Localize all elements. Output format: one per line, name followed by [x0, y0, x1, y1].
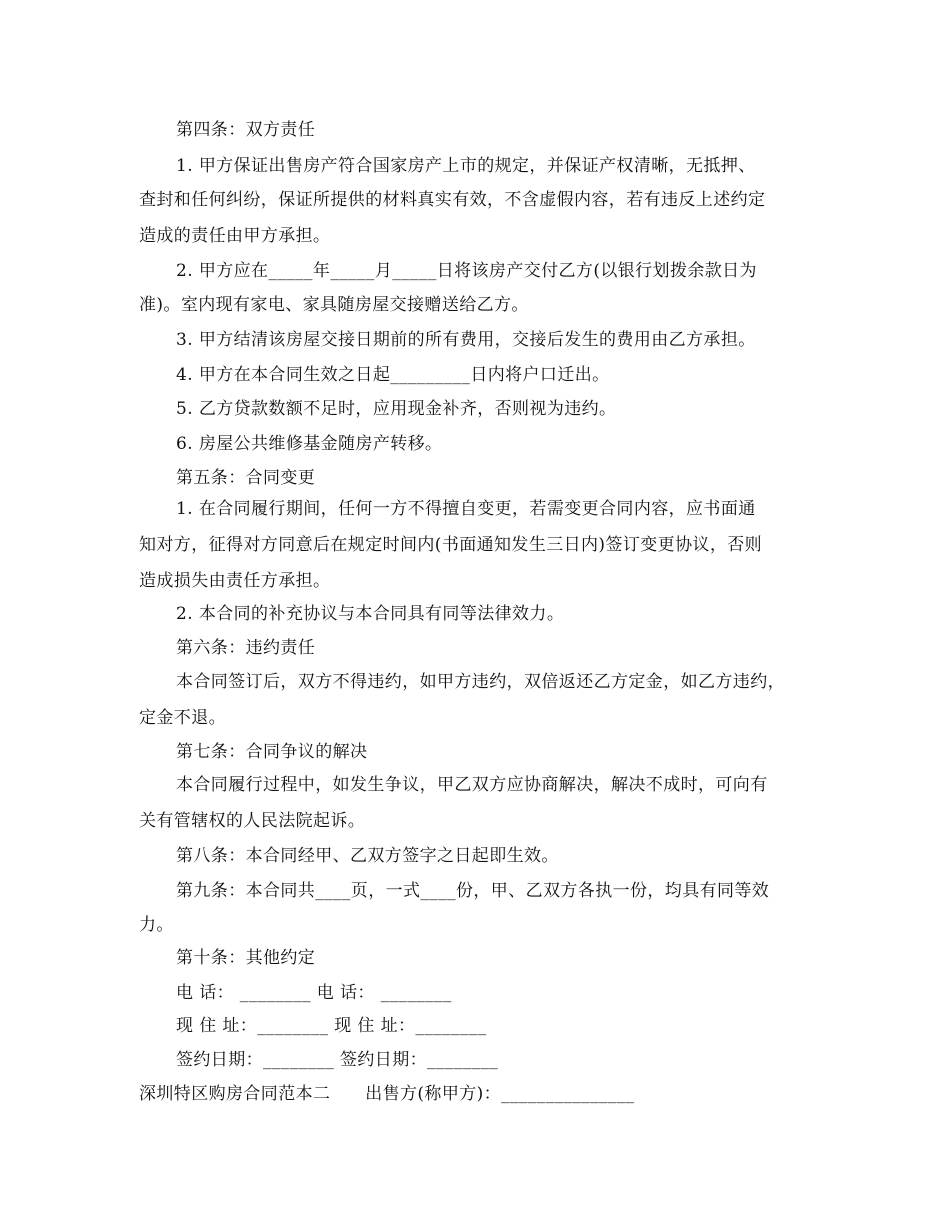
- article-4-clause-3: 3. 甲方结清该房屋交接日期前的所有费用，交接后发生的费用由乙方承担。: [176, 330, 756, 350]
- next-contract-title: 深圳特区购房合同范本二 出售方(称甲方)：_______________: [139, 1084, 635, 1104]
- article-7-body-line-2: 关有管辖权的人民法院起诉。: [139, 811, 366, 831]
- article-5-clause-1-line-3: 造成损失由责任方承担。: [139, 571, 331, 591]
- article-4-clause-1-line-2: 查封和任何纠纷，保证所提供的材料真实有效，不含虚假内容，若有违反上述约定: [139, 190, 766, 210]
- article-4-clause-1-line-3: 造成的责任由甲方承担。: [139, 226, 331, 246]
- article-6-body-line-1: 本合同签订后，双方不得违约，如甲方违约，双倍返还乙方定金，如乙方违约，: [176, 672, 785, 692]
- phone-fields: 电 话： ________ 电 话： ________: [176, 983, 452, 1003]
- address-fields: 现 住 址：________ 现 住 址：________: [176, 1016, 487, 1036]
- article-4-clause-2-line-2: 准)。室内现有家电、家具随房屋交接赠送给乙方。: [139, 295, 529, 315]
- article-4-clause-1-line-1: 1. 甲方保证出售房产符合国家房产上市的规定，并保证产权清晰，无抵押、: [176, 156, 756, 176]
- article-4-clause-6: 6. 房屋公共维修基金随房产转移。: [176, 434, 443, 454]
- signing-date-fields: 签约日期：________ 签约日期：________: [176, 1050, 499, 1070]
- article-7-heading: 第七条：合同争议的解决: [176, 742, 368, 762]
- article-5-clause-1-line-1: 1. 在合同履行期间，任何一方不得擅自变更，若需变更合同内容，应书面通: [176, 499, 756, 519]
- article-4-clause-4: 4. 甲方在本合同生效之日起_________日内将户口迁出。: [176, 365, 610, 385]
- article-9-line-1: 第九条：本合同共____页，一式____份，甲、乙双方各执一份，均具有同等效: [176, 881, 770, 901]
- article-6-body-line-2: 定金不退。: [139, 708, 226, 728]
- article-4-heading: 第四条：双方责任: [176, 120, 316, 140]
- article-10-heading: 第十条：其他约定: [176, 948, 316, 968]
- article-5-heading: 第五条：合同变更: [176, 468, 316, 488]
- article-5-clause-2: 2. 本合同的补充协议与本合同具有同等法律效力。: [176, 604, 565, 624]
- article-8: 第八条：本合同经甲、乙双方签字之日起即生效。: [176, 846, 559, 866]
- article-7-body-line-1: 本合同履行过程中，如发生争议，甲乙双方应协商解决，解决不成时，可向有: [176, 775, 768, 795]
- article-6-heading: 第六条：违约责任: [176, 638, 316, 658]
- article-4-clause-5: 5. 乙方贷款数额不足时，应用现金补齐，否则视为违约。: [176, 399, 617, 419]
- article-4-clause-2-line-1: 2. 甲方应在_____年_____月_____日将该房产交付乙方(以银行划拨余款日为: [176, 261, 757, 281]
- article-5-clause-1-line-2: 知对方，征得对方同意后在规定时间内(书面通知发生三日内)签订变更协议，否则: [139, 535, 763, 555]
- article-9-line-2: 力。: [139, 915, 174, 935]
